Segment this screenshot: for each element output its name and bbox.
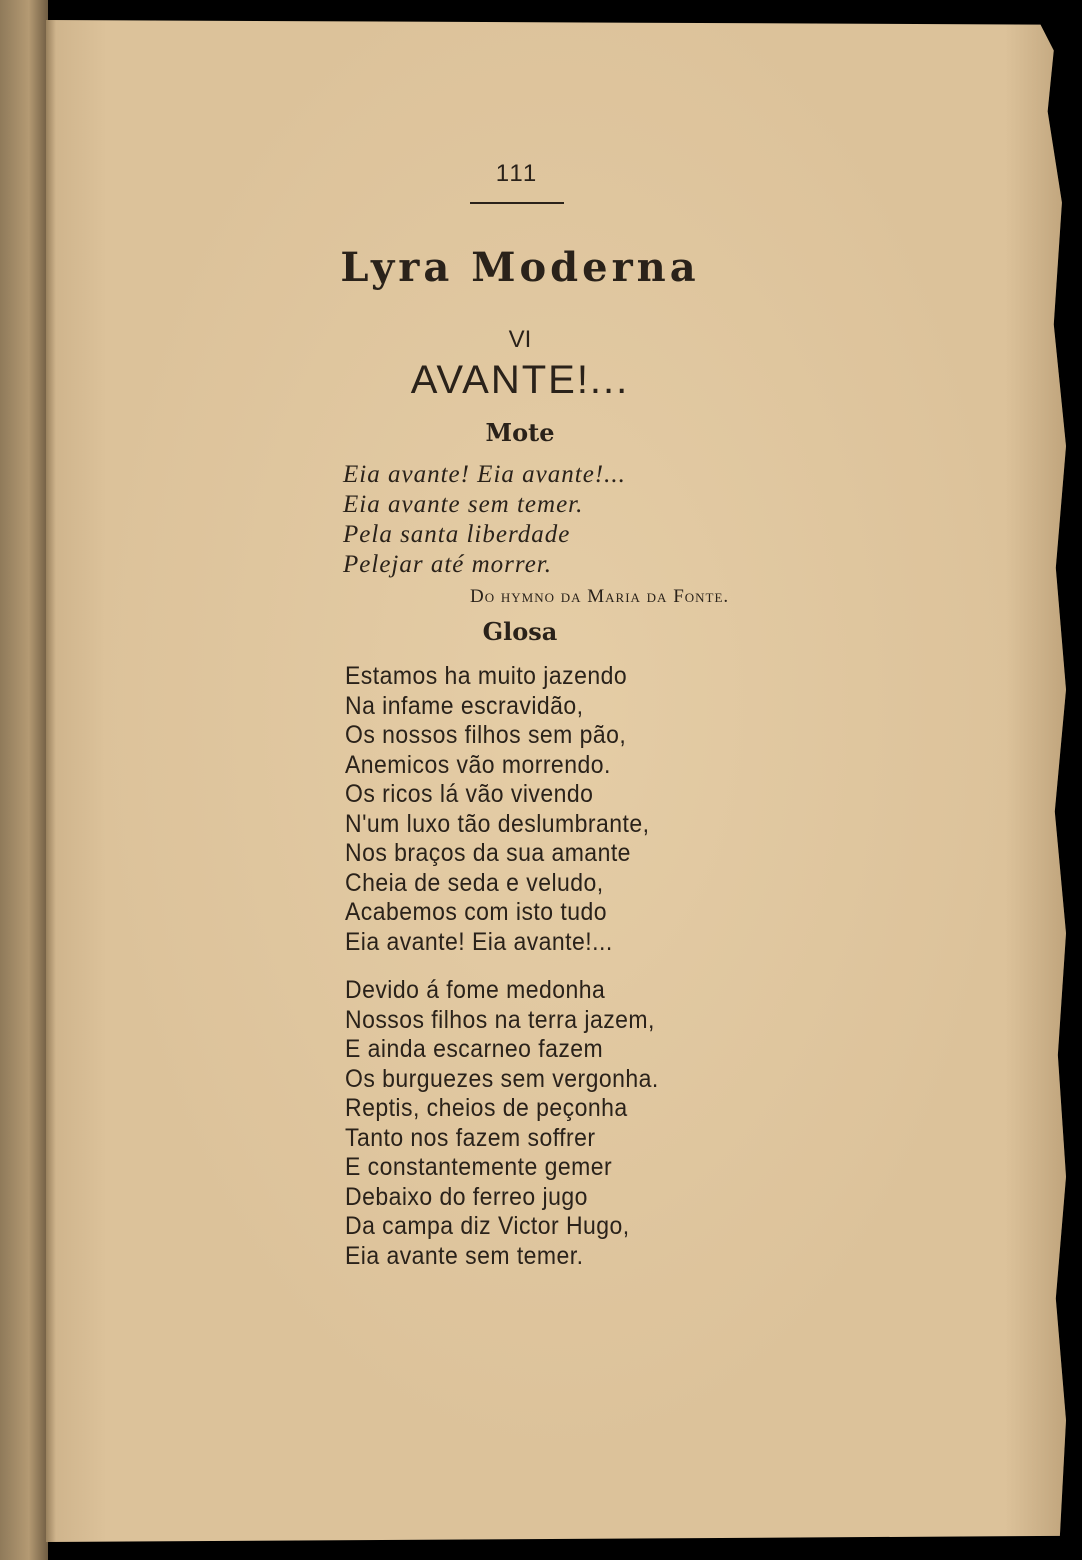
gloss-heading: Glosa [482,617,558,646]
section-number: VI [508,326,532,353]
stanza-2 [345,976,750,1271]
verse-line: N'um luxo tão deslumbrante, [345,809,650,838]
verse-line: Reptis, cheios de peçonha [345,1094,628,1122]
motto-line: Pela santa liberdade [343,521,571,548]
motto-heading: Mote [485,418,555,447]
motto-line: Eia avante! Eia avante!... [343,461,626,488]
verse-line: Anemicos vão morrendo. [345,750,611,779]
verse-line: Devido á fome medonha [345,976,606,1004]
page-number-rule [470,202,564,204]
verse-line: Nossos filhos na terra jazem, [345,1005,655,1034]
verse-line: Da campa diz Victor Hugo, [345,1212,630,1240]
verse-line: Cheia de seda e veludo, [345,868,604,897]
motto-attribution: Do hymno da Maria da Fonte. [470,586,730,607]
poem-title: AVANTE!... [410,358,630,402]
page-number: 111 [495,160,539,187]
motto-verse [343,460,763,580]
verse-line: Estamos ha muito jazendo [345,662,628,690]
motto-line: Eia avante sem temer. [343,491,584,518]
verse-line: E ainda escarneo fazem [345,1035,604,1063]
verse-line: Acabemos com isto tudo [345,898,607,926]
running-title: Lyra Moderna [340,244,700,291]
verse-line: Eia avante sem temer. [345,1241,584,1270]
verse-line: Os burguezes sem vergonha. [345,1064,659,1093]
verse-line: Na infame escravidão, [345,691,584,720]
verse-line: Os ricos lá vão vivendo [345,780,594,808]
verse-line: Debaixo do ferreo jugo [345,1182,588,1211]
verse-line: Os nossos filhos sem pão, [345,721,627,749]
verse-line: Tanto nos fazem soffrer [345,1123,596,1152]
verse-line: Eia avante! Eia avante!... [345,927,613,956]
verse-line: E constantemente gemer [345,1153,613,1181]
verse-line: Nos braços da sua amante [345,839,631,867]
motto-line: Pelejar até morrer. [343,551,553,578]
stanza-1 [345,662,750,957]
